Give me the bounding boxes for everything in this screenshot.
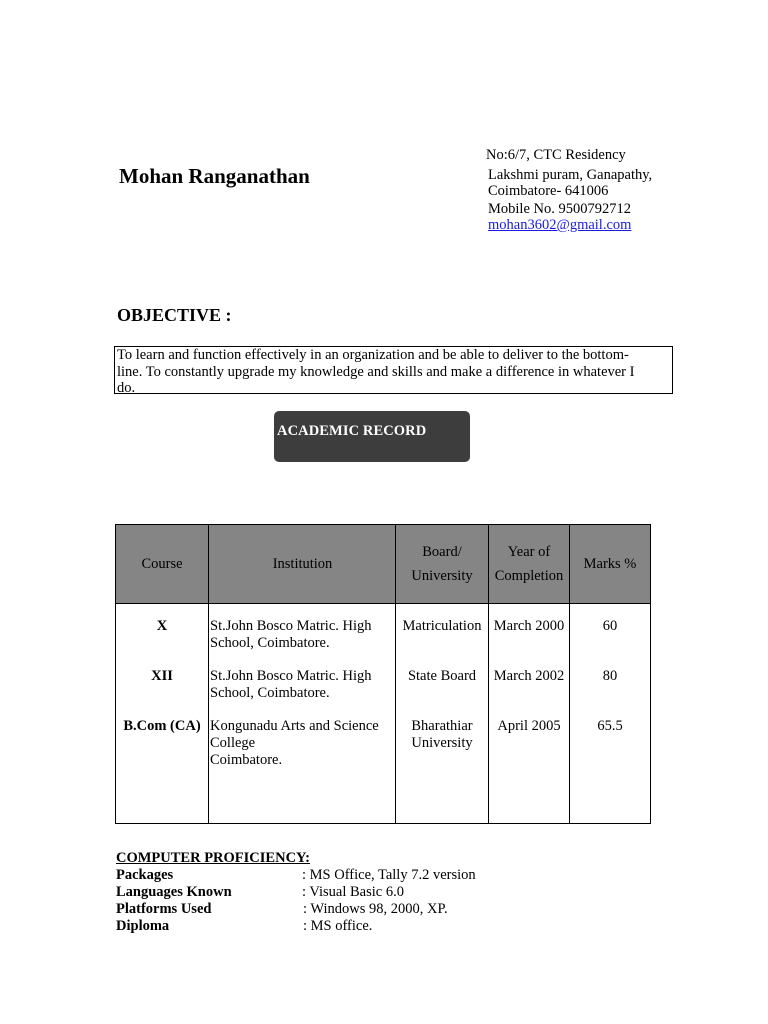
objective-box — [114, 346, 673, 394]
list-item — [116, 884, 404, 901]
row-marks: 60 — [570, 604, 651, 653]
list-item — [116, 901, 448, 918]
candidate-name: Mohan Ranganathan — [119, 164, 310, 188]
list-item — [116, 867, 476, 884]
empty-cell — [116, 769, 209, 824]
table-row — [116, 702, 651, 769]
row-board: Matriculation — [396, 604, 489, 653]
item-value: : Windows 98, 2000, XP. — [303, 901, 448, 917]
header-board-line-2: University — [411, 568, 473, 584]
computer-proficiency — [116, 850, 476, 935]
row-marks: 80 — [570, 652, 651, 702]
header-board-line-1: Board/ — [422, 544, 462, 560]
table-header-row — [116, 525, 651, 604]
row-board-line-1: Bharathiar — [411, 718, 473, 734]
item-value: : MS office. — [303, 918, 373, 934]
objective-line-1: To learn and function effectively in an organization and be able to deliver to the bottom- — [117, 347, 629, 363]
row-institution — [209, 702, 396, 769]
academic-table — [115, 524, 651, 824]
header-institution: Institution — [209, 525, 396, 604]
row-year: April 2005 — [489, 702, 570, 769]
row-institution-line-1: St.John Bosco Matric. High — [210, 668, 372, 684]
header-board — [396, 525, 489, 604]
row-board-line-2: University — [411, 735, 473, 751]
item-key: Languages Known — [116, 884, 232, 900]
computer-proficiency-heading: COMPUTER PROFICIENCY: — [116, 850, 311, 866]
objective-heading: OBJECTIVE : — [117, 305, 232, 325]
objective-line-3: do. — [117, 380, 136, 396]
row-course: XII — [116, 652, 209, 702]
empty-cell — [209, 769, 396, 824]
item-value: : MS Office, Tally 7.2 version — [302, 867, 476, 883]
row-institution-line-1: St.John Bosco Matric. High — [210, 618, 372, 634]
contact-block — [486, 146, 652, 234]
address-line-1: No:6/7, CTC Residency — [486, 147, 626, 163]
row-institution-line-2: College — [210, 735, 256, 751]
table-row — [116, 604, 651, 653]
empty-cell — [489, 769, 570, 824]
item-key: Diploma — [116, 918, 170, 934]
row-institution — [209, 604, 396, 653]
row-institution — [209, 652, 396, 702]
row-marks: 65.5 — [570, 702, 651, 769]
empty-cell — [396, 769, 489, 824]
item-key: Platforms Used — [116, 901, 212, 917]
item-value: : Visual Basic 6.0 — [302, 884, 404, 900]
header-year — [489, 525, 570, 604]
mobile-number: Mobile No. 9500792712 — [488, 201, 631, 217]
row-board: State Board — [396, 652, 489, 702]
item-key: Packages — [116, 867, 174, 883]
row-course: B.Com (CA) — [116, 702, 209, 769]
objective-line-2: line. To constantly upgrade my knowledge and skills and make a difference in whatever I — [117, 363, 635, 380]
row-institution-line-2: School, Coimbatore. — [210, 685, 330, 701]
email-link[interactable]: mohan3602@gmail.com — [488, 217, 632, 233]
list-item — [116, 918, 373, 935]
empty-cell — [570, 769, 651, 824]
header-year-line-2: Completion — [494, 568, 564, 584]
table-row — [116, 652, 651, 702]
header-course: Course — [116, 525, 209, 604]
academic-record-label: ACADEMIC RECORD — [274, 411, 470, 462]
table-row-empty — [116, 769, 651, 824]
row-course: X — [116, 604, 209, 653]
row-institution-line-2: School, Coimbatore. — [210, 635, 330, 651]
row-year: March 2002 — [489, 652, 570, 702]
row-board — [396, 702, 489, 769]
header-marks: Marks % — [570, 525, 651, 604]
row-year: March 2000 — [489, 604, 570, 653]
row-institution-line-3: Coimbatore. — [210, 752, 283, 768]
address-line-3: Coimbatore- 641006 — [488, 183, 609, 199]
row-institution-line-1: Kongunadu Arts and Science — [210, 718, 379, 734]
header-year-line-1: Year of — [507, 544, 551, 560]
address-line-2: Lakshmi puram, Ganapathy, — [488, 167, 653, 183]
